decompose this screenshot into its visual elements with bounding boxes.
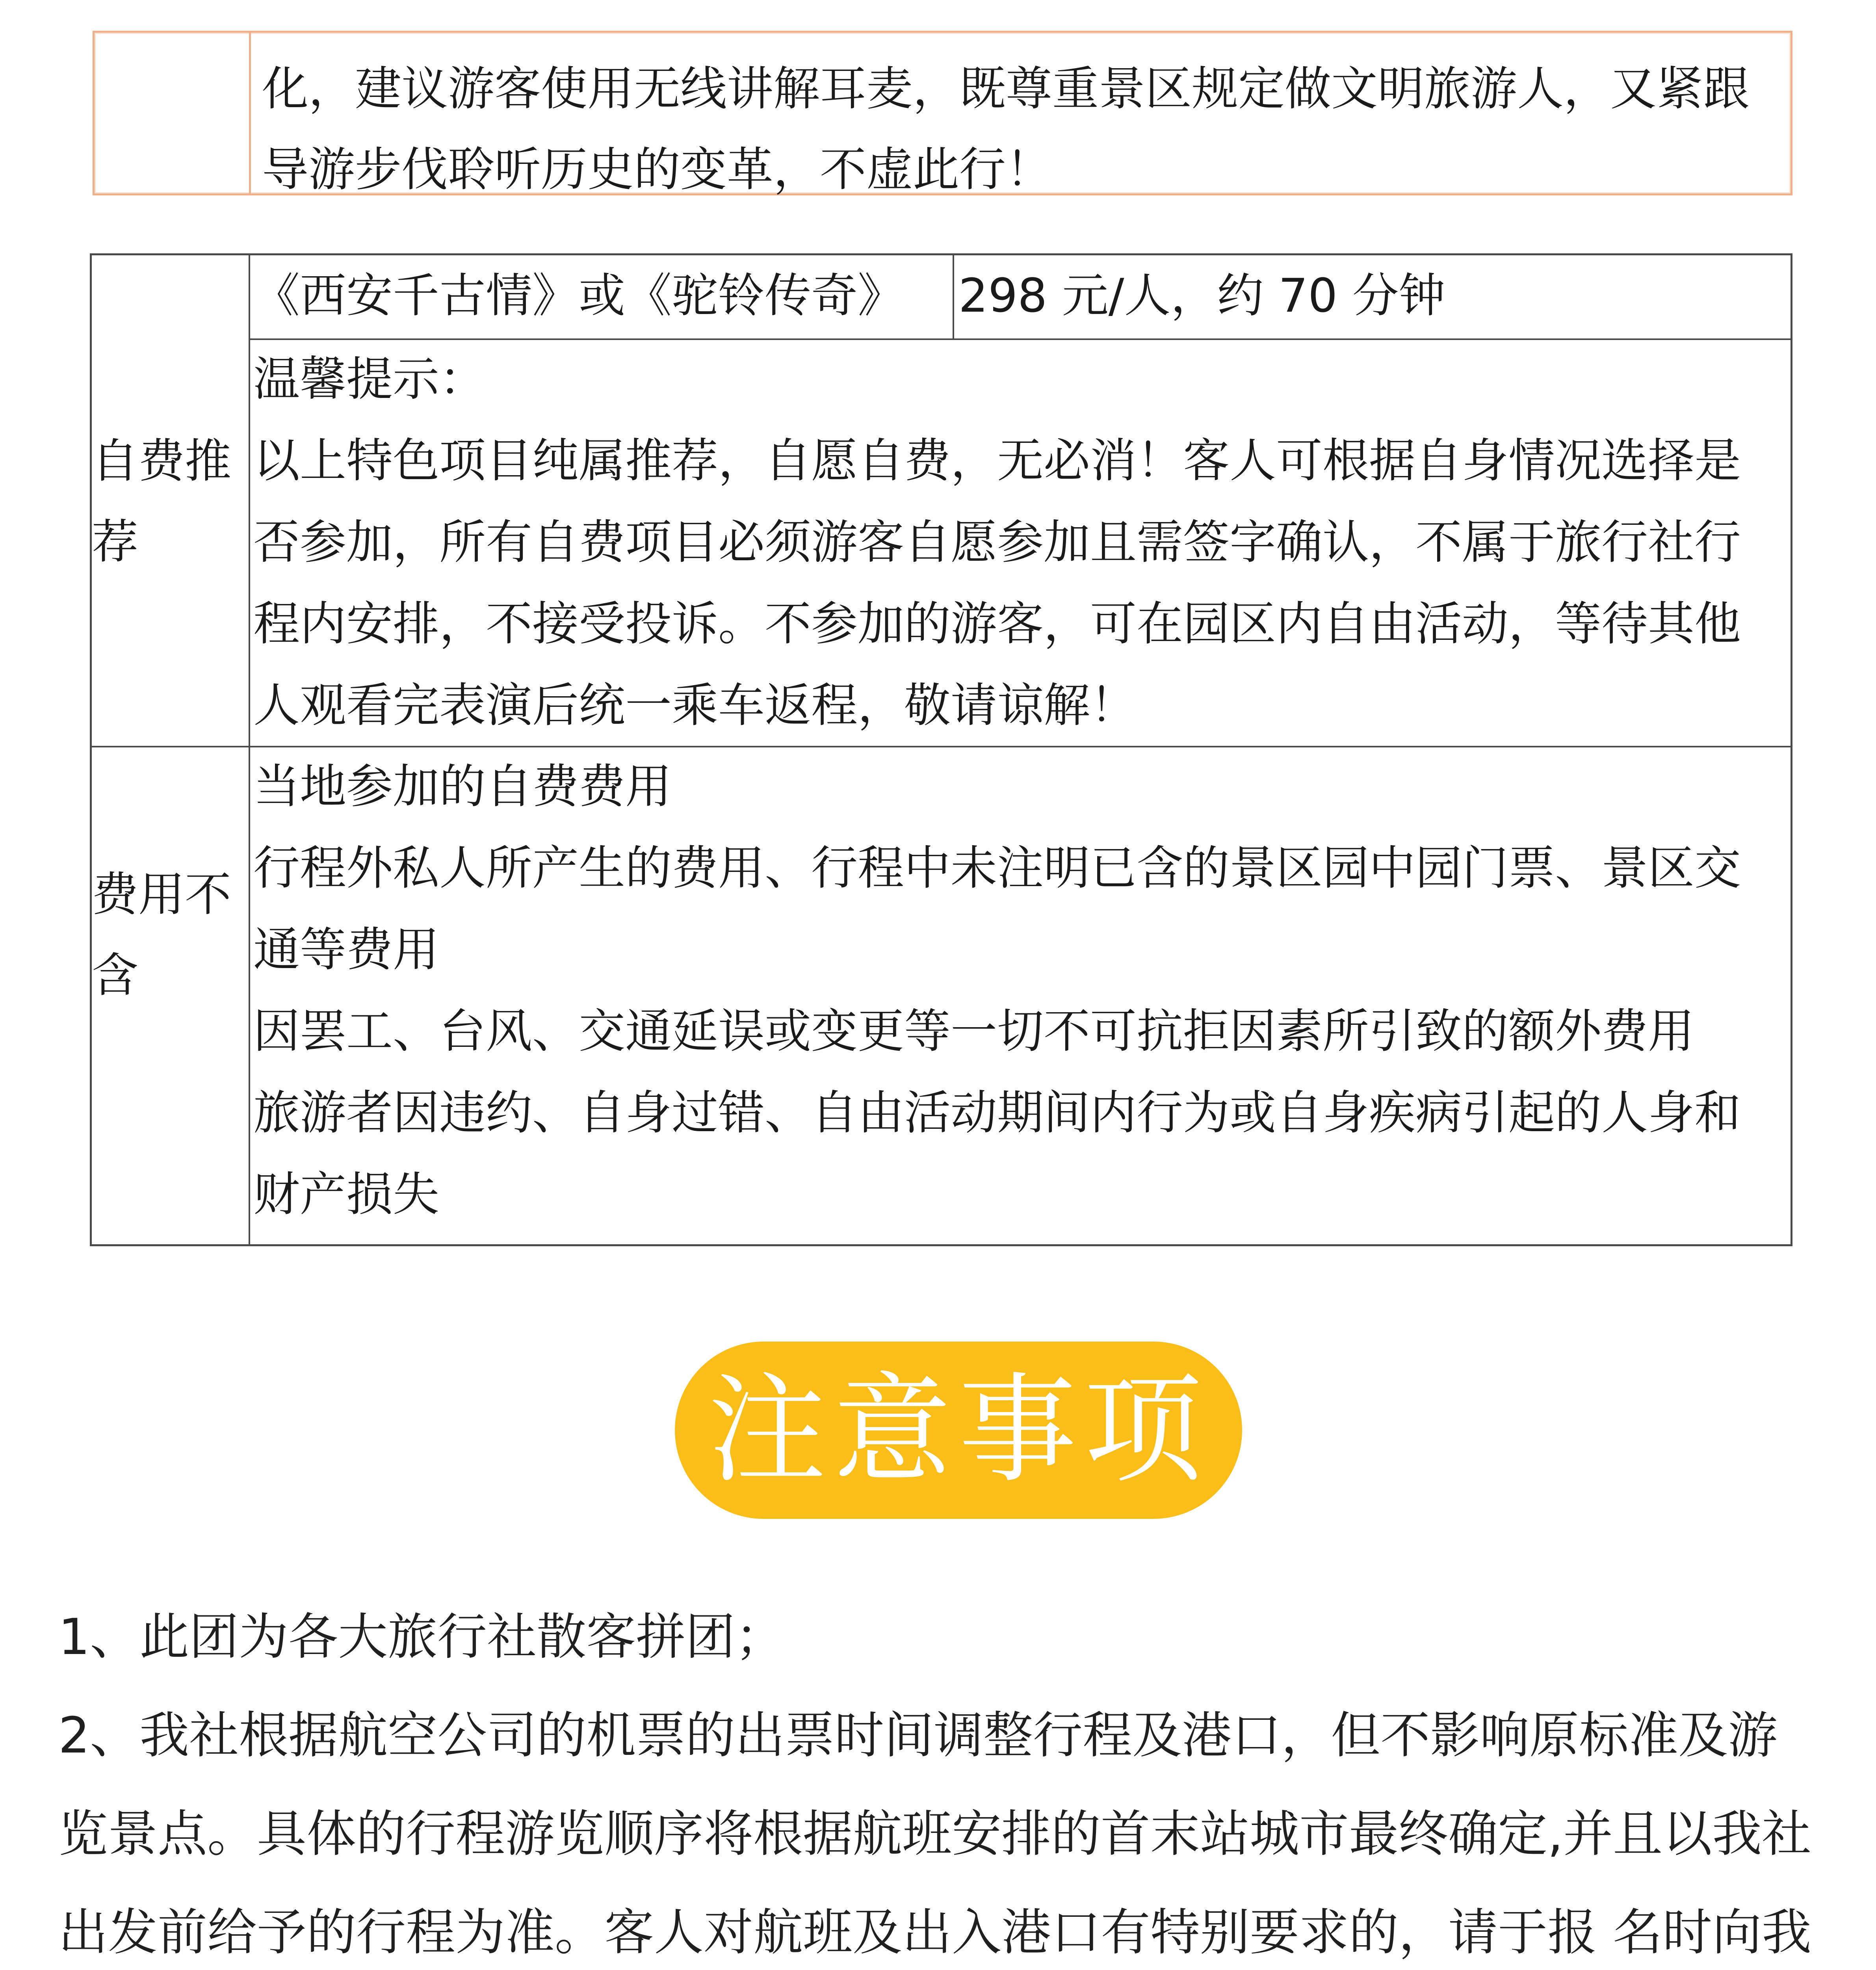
excluded-item: 当地参加的自费费用	[253, 759, 672, 814]
empty-label-cell	[95, 33, 251, 193]
notice-section-header	[675, 1342, 1242, 1519]
self-pay-tip	[253, 338, 1779, 746]
tip-text: 以上特色项目纯属推荐，自愿自费，无必消！客人可根据自身情况选择是否参加，所有自费项目必须游客自愿参加且需签字确认，不属于旅行社行程内安排，不接受投诉。不参加的游客，可在园区内自由活动，等待其他人观看完表演后统一乘车返程，敬请谅解！	[253, 433, 1741, 732]
show-name: 《西安千古情》或《驼铃传奇》	[253, 268, 905, 323]
audio-guide-advice: 化，建议游客使用无线讲解耳麦，既尊重景区规定做文明旅游人，又紧跟导游步伐聆听历史的变革，不虚此行！	[262, 61, 1750, 197]
notice-item: 2、我社根据航空公司的机票的出票时间调整行程及港口，但不影响原标准及游览景点。具体的行程游览顺序将根据航班安排的首末站城市最终确定,并且以我社出发前给予的行程为准。客人对航班及出入港口有特别要求的，请于报 名时向我	[58, 1706, 1812, 1961]
excluded-item: 因罢工、台风、交通延误或变更等一切不可抗拒因素所引致的额外费用	[253, 1004, 1695, 1058]
column-divider	[249, 255, 250, 1244]
excluded-list	[253, 746, 1779, 1235]
show-price-divider	[953, 255, 954, 338]
excluded-item: 行程外私人所产生的费用、行程中未注明已含的景区园中园门票、景区交通等费用	[253, 841, 1741, 977]
notice-header-title: 注意事项	[708, 1361, 1209, 1499]
itinerary-table-continuation	[93, 31, 1792, 195]
notice-item: 1、此团为各大旅行社散客拼团；	[58, 1608, 785, 1666]
self-pay-label: 自费推荐	[92, 434, 232, 569]
fee-table	[90, 253, 1792, 1246]
tip-title: 温馨提示：	[253, 352, 486, 406]
show-price: 298 元/人，约 70 分钟	[958, 268, 1445, 323]
excluded-item: 旅游者因违约、自身过错、自由活动期间内行为或自身疾病引起的人身和财产损失	[253, 1085, 1741, 1221]
notice-list	[58, 1588, 1815, 1970]
excluded-label: 费用不含	[92, 867, 232, 1002]
